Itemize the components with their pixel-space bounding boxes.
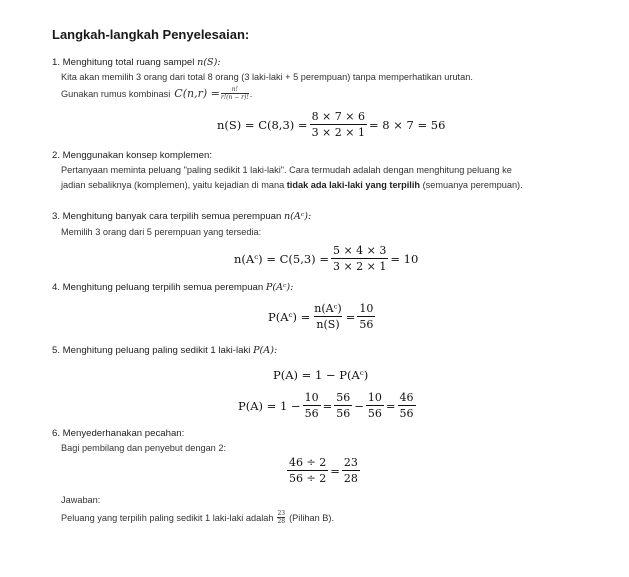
step-5-eq2-den-4: 56: [399, 407, 414, 420]
answer-text: Peluang yang terpilih paling sedikit 1 laki-laki adalah: [61, 512, 274, 523]
step-5-eq2-den-3: 56: [367, 407, 382, 420]
step-3-eq-lhs: n(Aᶜ) = C(5,3) =: [234, 251, 329, 266]
step-5-eq2-num-2: 56: [336, 391, 351, 404]
step-1-heading-text: 1. Menghitung total ruang sampel: [52, 57, 195, 68]
step-3-heading-text: 3. Menghitung banyak cara terpilih semua perempuan: [52, 211, 282, 222]
step-3-eq-denominator: 3 × 2 × 1: [332, 260, 387, 273]
step-5-eq2-den-2: 56: [336, 407, 351, 420]
step-5-eq2-fraction-1: [303, 391, 321, 420]
step-1-eq-lhs: n(S) = C(8,3) =: [217, 117, 308, 132]
step-4-eq-denominator-1: n(S): [316, 318, 340, 331]
step-4-eq-fraction-2: [357, 302, 375, 331]
step-5-equation-1: P(A) = 1 − P(Aᶜ): [273, 368, 369, 382]
answer-fraction: [277, 510, 285, 525]
step-6-eq-numerator-2: 23: [343, 456, 358, 469]
step-1-eq-numerator: 8 × 7 × 6: [311, 110, 365, 123]
step-5-equation-2: [238, 391, 418, 420]
answer-line: [61, 510, 334, 525]
step-3-eq-numerator: 5 × 4 × 3: [332, 244, 387, 257]
step-1-line-1: Kita akan memilih 3 orang dari total 8 orang (3 laki-laki + 5 perempuan) tanpa memperhatikan urutan.: [61, 72, 473, 82]
step-6-eq-fraction-1: [287, 456, 328, 485]
step-4-eq-fraction-1: [312, 302, 343, 331]
step-5-eq2-fraction-2: [334, 391, 352, 420]
step-4-eq-lhs: P(Aᶜ) =: [268, 309, 311, 324]
step-4-heading-math: P(Aᶜ):: [265, 282, 294, 293]
answer-choice: (Pilihan B).: [289, 512, 335, 523]
step-6-heading: 6. Menyederhanakan pecahan:: [52, 428, 185, 439]
step-4-eq-numerator-1: n(Aᶜ): [314, 302, 342, 315]
step-1-eq-rhs: = 8 × 7 = 56: [368, 117, 446, 132]
step-3-line-1: Memilih 3 orang dari 5 perempuan yang tersedia:: [61, 227, 262, 237]
step-4-eq-numerator-2: 10: [359, 302, 374, 315]
step-5-eq2-num-3: 10: [367, 391, 382, 404]
answer-denominator: 28: [277, 518, 286, 525]
step-5-heading: [52, 345, 277, 356]
step-3-heading-math: n(Aᶜ):: [284, 211, 312, 222]
step-5-eq2-num-4: 46: [399, 391, 414, 404]
combination-numerator: n!: [231, 86, 238, 93]
step-6-eq-fraction-2: [342, 456, 360, 485]
step-5-eq2-den-1: 56: [304, 407, 319, 420]
step-4-eq-equals: =: [345, 309, 356, 324]
step-6-eq-denominator-2: 28: [343, 472, 358, 485]
step-6-equation: [285, 456, 362, 485]
step-4-eq-denominator-2: 56: [359, 318, 374, 331]
answer-numerator: 23: [277, 510, 286, 517]
step-1-line-2-end: .: [249, 88, 253, 99]
step-3-eq-fraction: [331, 244, 388, 273]
step-4-heading-text: 4. Menghitung peluang terpilih semua perempuan: [52, 282, 264, 293]
step-6-eq-equals: =: [330, 463, 340, 478]
step-5-eq2-op-1: =: [322, 398, 333, 413]
step-2-line-2: [61, 180, 523, 190]
answer-label: Jawaban:: [61, 495, 101, 505]
step-3-heading: [52, 211, 311, 222]
step-6-eq-numerator-1: 46 ÷ 2: [289, 456, 327, 469]
step-5-eq2-op-2: −: [354, 398, 364, 413]
step-2-line-2-b: (semuanya perempuan).: [422, 180, 523, 190]
step-1-line-2-text: Gunakan rumus kombinasi: [61, 88, 171, 99]
step-1-heading: [52, 57, 221, 68]
step-2-line-1: Pertanyaan meminta peluang "paling sedikit 1 laki-laki". Cara termudah adalah dengan menghitung peluang ke: [61, 165, 512, 175]
combination-fraction: [221, 86, 249, 101]
step-4-equation: [268, 302, 377, 331]
step-2-line-2-bold: tidak ada laki-laki yang terpilih: [286, 180, 421, 190]
step-5-eq2-fraction-4: [398, 391, 416, 420]
step-1-heading-math: n(S):: [197, 57, 221, 68]
step-1-eq-fraction: [310, 110, 367, 139]
step-5-eq2-fraction-3: [366, 391, 384, 420]
step-6-line-1: Bagi pembilang dan penyebut dengan 2:: [61, 443, 226, 453]
combination-formula: C(n,r) =: [174, 87, 220, 100]
step-3-equation: [234, 244, 418, 273]
step-3-eq-rhs: = 10: [390, 251, 419, 266]
step-5-heading-text: 5. Menghitung peluang paling sedikit 1 laki-laki: [52, 345, 251, 356]
page-title: Langkah-langkah Penyelesaian:: [52, 27, 250, 42]
step-2-line-2-a: jadian sebaliknya (komplemen), yaitu kejadian di mana: [61, 180, 285, 190]
step-5-eq2-lhs: P(A) = 1 −: [238, 398, 301, 413]
step-2-heading: 2. Menggunakan konsep komplemen:: [52, 150, 212, 161]
step-5-heading-math: P(A):: [253, 345, 278, 356]
step-1-eq-denominator: 3 × 2 × 1: [311, 126, 365, 139]
step-6-eq-denominator-1: 56 ÷ 2: [289, 472, 327, 485]
step-5-eq2-num-1: 10: [304, 391, 319, 404]
step-4-heading: [52, 282, 293, 293]
step-5-eq2-op-3: =: [385, 398, 396, 413]
step-1-equation: [217, 110, 445, 139]
combination-denominator: r!(n − r)!: [220, 94, 249, 101]
step-1-line-2: [61, 86, 252, 101]
